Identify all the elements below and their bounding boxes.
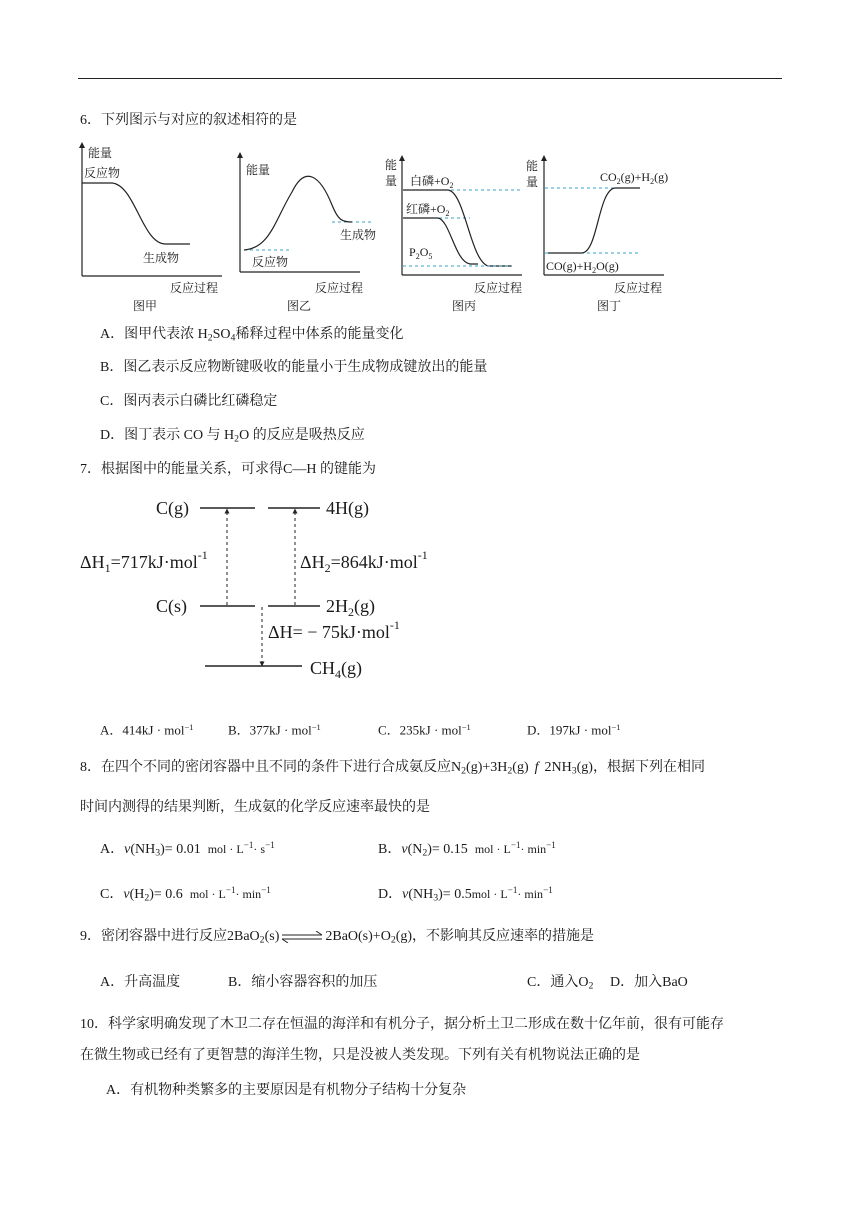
graph-bing <box>385 157 522 313</box>
q6-option-b: B．图乙表示反应物断键吸收的能量小于生成物成键放出的能量 <box>100 360 488 375</box>
q6-option-a: A．图甲代表浓 $H_2SO_4$稀释过程中体系的能量变化 <box>100 327 404 344</box>
graph-jia-curve <box>82 183 190 244</box>
graph-bing-red: 红磷+O <box>406 202 446 216</box>
q6-stem: 6．下列图示与对应的叙述相符的是 <box>80 113 297 128</box>
q6-option-c: C．图丙表示白磷比红磷稳定 <box>100 394 278 409</box>
q10-stem-line2: 在微生物或已经有了更智慧的海洋生物，只是没被人类发现。下列有关有机物说法正确的是 <box>80 1048 640 1063</box>
q7-2h2-label: $2H_2(g)$ <box>326 596 375 619</box>
q7-ch4-label: $CH_4(g)$ <box>310 658 363 681</box>
q7-dh1-label: $\Delta H_1=717kJ\cdot mol^{-1}$ <box>80 548 208 575</box>
graph-jia-product: 生成物 <box>143 251 180 265</box>
graph-jia-caption: 图甲 <box>133 299 158 313</box>
graph-ding-xlabel: 反应过程 <box>614 281 663 295</box>
q8-option-a: A．$v(NH_3)= 0.01$ mol · $L^{-1}\cdot s^{-1}$ <box>100 840 275 859</box>
q7-energy-diagram <box>0 488 860 688</box>
q7-option-c: C．235kJ · mol$^{-1}$ <box>378 722 471 738</box>
graph-yi-curve <box>244 176 352 250</box>
q8-stem: 8．在四个不同的密闭容器中且不同的条件下进行合成氨反应$N_2(g)+3H_2(g)$ f $2NH_3(g)$，根据下列在相同 <box>80 760 705 777</box>
equilibrium-arrow-icon <box>280 931 324 943</box>
q10-stem-line1: 10．科学家明确发现了木卫二存在恒温的海洋和有机分子，据分析土卫二形成在数十亿年前，很有可能存 <box>80 1017 724 1032</box>
q8-option-d: D．$v(NH_3)= 0.5mol \cdot L^{-1}\cdot \min^{-1}$ <box>378 885 553 904</box>
graph-ding-ylabel1: 能 <box>526 159 539 173</box>
q7-option-b: B．377kJ · mol$^{-1}$ <box>228 722 321 738</box>
q10-option-a: A．有机物种类繁多的主要原因是有机物分子结构十分复杂 <box>106 1083 467 1098</box>
q8-option-b: B．$v(N_2)= 0.15$ mol · $L^{-1}\cdot \min^{-1}$ <box>378 840 556 859</box>
q9-option-b: B．缩小容器容积的加压 <box>228 975 378 990</box>
q7-option-d: D．197kJ · mol$^{-1}$ <box>527 722 621 738</box>
q6-energy-graphs <box>0 140 860 320</box>
graph-bing-white: 白磷+O <box>410 174 450 188</box>
graph-ding <box>526 158 668 313</box>
q8-option-c: C．$v(H_2)= 0.6$ mol · $L^{-1}\cdot \min^{-1}$ <box>100 885 271 904</box>
graph-jia <box>82 145 222 313</box>
graph-ding-bottom: CO(g)+H <box>546 259 593 273</box>
q7-dh2-label: $\Delta H_2=864kJ\cdot mol^{-1}$ <box>300 548 428 575</box>
graph-jia-reactant: 反应物 <box>84 166 121 180</box>
graph-bing-p2o5: P <box>409 245 416 259</box>
q7-stem: 7．根据图中的能量关系，可求得C—H 的键能为 <box>80 462 376 477</box>
graph-bing-ylabel2: 量 <box>385 174 398 188</box>
svg-text:P2O5: $P_2O_5$ <box>409 245 433 261</box>
q8-stem-line2: 时间内测得的结果判断，生成氨的化学反应速率最快的是 <box>80 800 430 815</box>
q6-option-d: D．图丁表示 CO 与 $H_2O$ 的反应是吸热反应 <box>100 428 365 445</box>
svg-text:白磷+O2: 白磷$+O_2$ <box>410 174 454 190</box>
graph-ding-top: CO <box>600 170 617 184</box>
graph-yi-ylabel: 能量 <box>246 163 271 177</box>
graph-bing-ylabel1: 能 <box>385 158 398 172</box>
svg-text:CO2(g)+H2(g): $CO_2(g)+H_2(g)$ <box>600 170 669 186</box>
graph-bing-xlabel: 反应过程 <box>474 281 523 295</box>
graph-yi <box>240 155 376 313</box>
graph-yi-reactant: 反应物 <box>252 255 289 269</box>
q9-option-a: A．升高温度 <box>100 975 181 990</box>
graph-jia-ylabel: 能量 <box>88 146 113 160</box>
q7-dh-label: ΔH= − 75kJ·mol$^{-1}$ <box>268 618 400 642</box>
q7-cg-label: C(g) <box>156 498 189 518</box>
graph-jia-xlabel: 反应过程 <box>170 281 219 295</box>
q7-cs-label: C(s) <box>156 596 187 616</box>
q7-4h-label: 4H(g) <box>326 498 369 518</box>
svg-text:红磷+O2: 红磷$+O_2$ <box>406 202 450 218</box>
graph-ding-curve <box>548 188 640 253</box>
graph-yi-xlabel: 反应过程 <box>315 281 364 295</box>
graph-ding-ylabel2: 量 <box>526 175 539 189</box>
svg-text:CO(g)+H2O(g): $CO(g)+H_2O(g)$ <box>546 259 619 275</box>
graph-yi-product: 生成物 <box>340 228 377 242</box>
q9-stem: 9．密闭容器中进行反应2BaO$_2$(s) $2BaO(s)+O_2(g)$，不影响其反应速率的措施是 <box>80 929 595 946</box>
q9-option-d: D．加入BaO <box>610 975 688 990</box>
graph-yi-caption: 图乙 <box>287 299 312 313</box>
q7-option-a: A．414kJ · mol$^{-1}$ <box>100 722 194 738</box>
graph-bing-caption: 图丙 <box>452 299 477 313</box>
graph-ding-caption: 图丁 <box>597 299 622 313</box>
header-rule <box>78 78 782 79</box>
q9-option-c: C．通入$O_2$ <box>527 975 594 992</box>
